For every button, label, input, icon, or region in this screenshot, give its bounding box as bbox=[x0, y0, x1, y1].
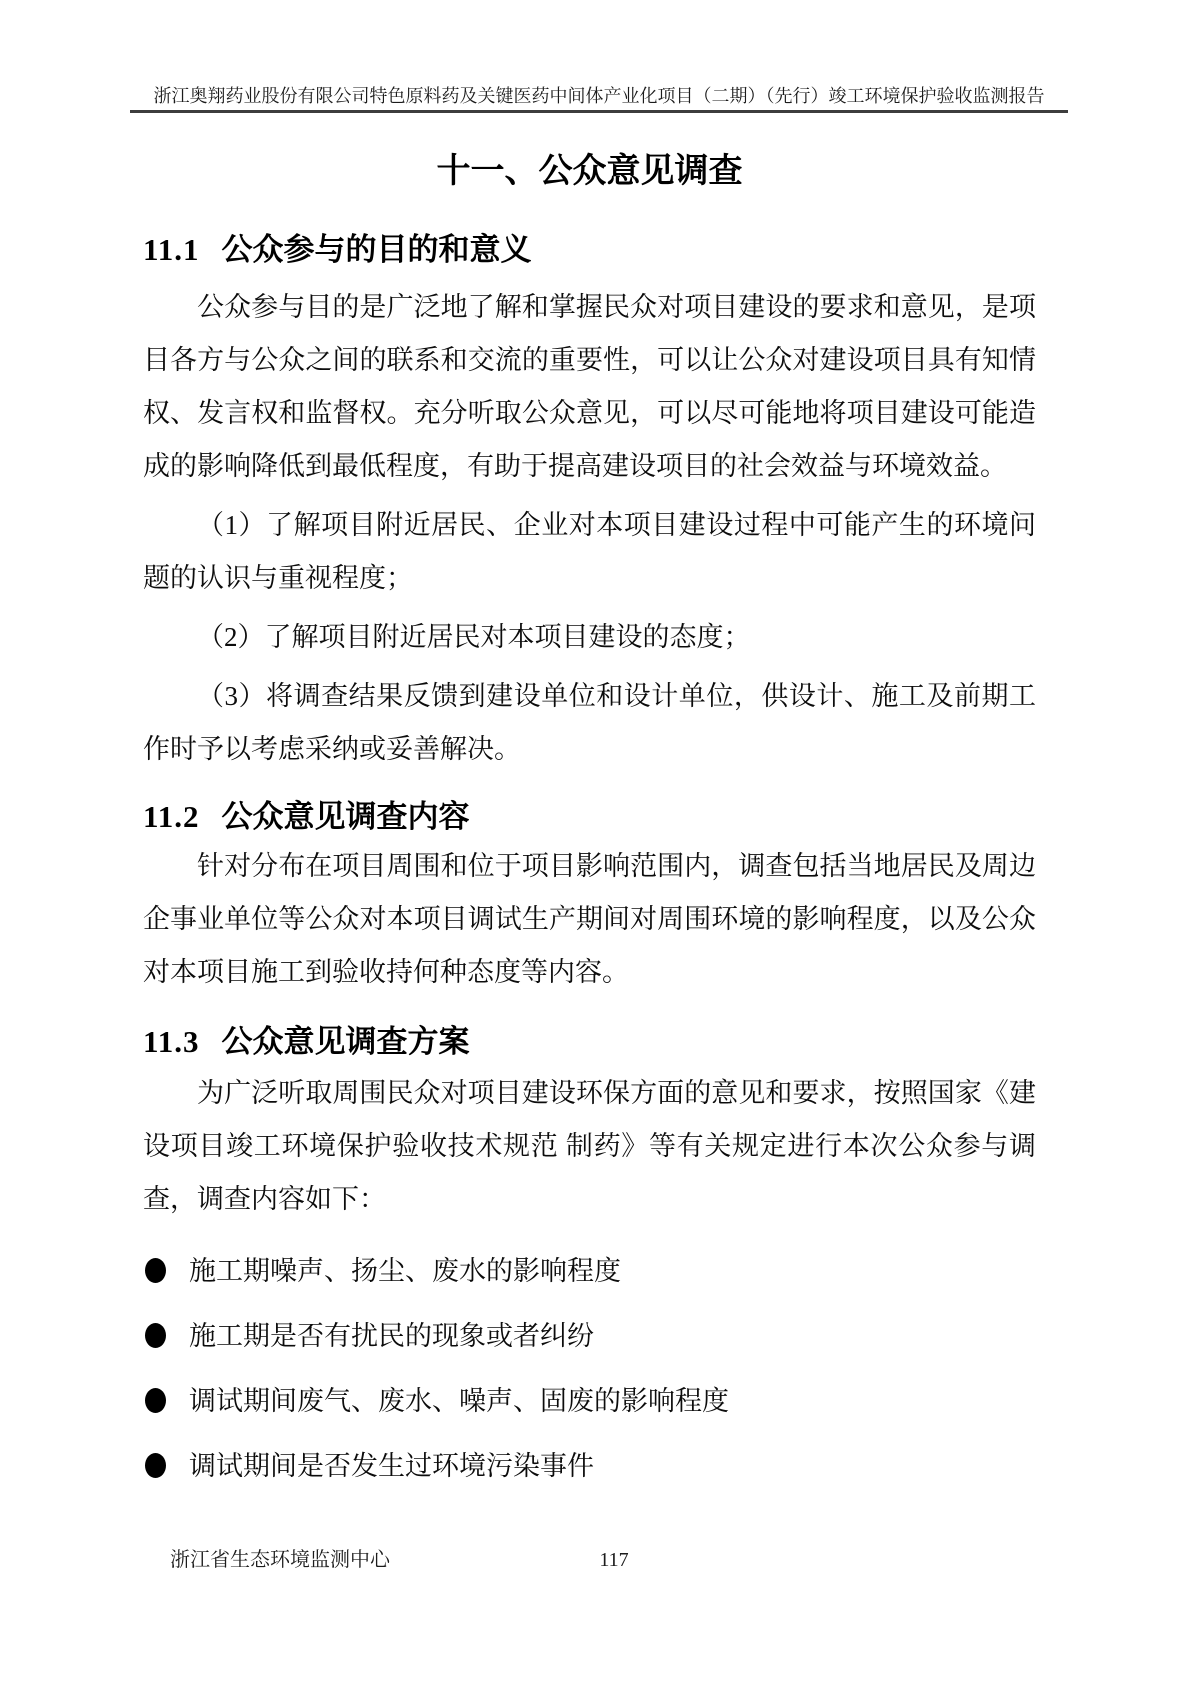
paragraph: （3）将调查结果反馈到建设单位和设计单位，供设计、施工及前期工作时予以考虑采纳或妥善解决。 bbox=[143, 681, 1036, 764]
list-item-text: 施工期是否有扰民的现象或者纠纷 bbox=[189, 1321, 594, 1351]
paragraph: （2）了解项目附近居民对本项目建设的态度； bbox=[197, 622, 751, 652]
page-number: 117 bbox=[599, 1549, 629, 1571]
list-item-text: 调试期间是否发生过环境污染事件 bbox=[189, 1451, 594, 1481]
bullet-icon bbox=[145, 1453, 166, 1478]
list-item-text: 调试期间废气、废水、噪声、固废的影响程度 bbox=[189, 1386, 729, 1416]
list-item bbox=[143, 1314, 1036, 1358]
paragraph: 针对分布在项目周围和位于项目影响范围内，调查包括当地居民及周边企事业单位等公众对本项目调试生产期间对周围环境的影响程度，以及公众对本项目施工到验收持何种态度等内容。 bbox=[143, 851, 1036, 987]
list-item bbox=[143, 1444, 1036, 1488]
footer-organization: 浙江省生态环境监测中心 bbox=[170, 1549, 390, 1571]
paragraph: （1）了解项目附近居民、企业对本项目建设过程中可能产生的环境问题的认识与重视程度； bbox=[143, 510, 1036, 593]
bullet-icon bbox=[145, 1388, 166, 1413]
bullet-icon bbox=[145, 1258, 166, 1283]
section-heading-11-2 bbox=[143, 796, 1036, 838]
list-item-text: 施工期噪声、扬尘、废水的影响程度 bbox=[189, 1256, 621, 1286]
bullet-icon bbox=[145, 1323, 166, 1348]
section-number: 11.3 bbox=[143, 1024, 200, 1059]
section-number: 11.1 bbox=[143, 232, 200, 267]
section-heading-11-1 bbox=[143, 229, 1036, 271]
section-title: 公众意见调查内容 bbox=[221, 799, 470, 834]
survey-topics-list bbox=[143, 1249, 1036, 1488]
section-number: 11.2 bbox=[143, 799, 200, 834]
section-heading-11-3 bbox=[143, 1021, 1036, 1063]
section-title: 公众参与的目的和意义 bbox=[221, 232, 532, 267]
page-content bbox=[143, 0, 1036, 1488]
list-item bbox=[143, 1379, 1036, 1423]
list-item bbox=[143, 1249, 1036, 1293]
running-header: 浙江奥翔药业股份有限公司特色原料药及关键医药中间体产业化项目（二期）（先行）竣工环境保护验收监测报告 bbox=[130, 84, 1068, 113]
paragraph: 为广泛听取周围民众对项目建设环保方面的意见和要求，按照国家《建设项目竣工环境保护验收技术规范 制药》等有关规定进行本次公众参与调查，调查内容如下： bbox=[143, 1078, 1036, 1214]
section-title: 公众意见调查方案 bbox=[221, 1024, 470, 1059]
page-footer bbox=[0, 1548, 1190, 1574]
chapter-title: 十一、公众意见调查 bbox=[436, 153, 743, 190]
paragraph: 公众参与目的是广泛地了解和掌握民众对项目建设的要求和意见，是项目各方与公众之间的联系和交流的重要性，可以让公众对建设项目具有知情权、发言权和监督权。充分听取公众意见，可以尽可能地将项目建设可能造成的影响降低到最低程度，有助于提高建设项目的社会效益与环境效益。 bbox=[143, 292, 1036, 481]
